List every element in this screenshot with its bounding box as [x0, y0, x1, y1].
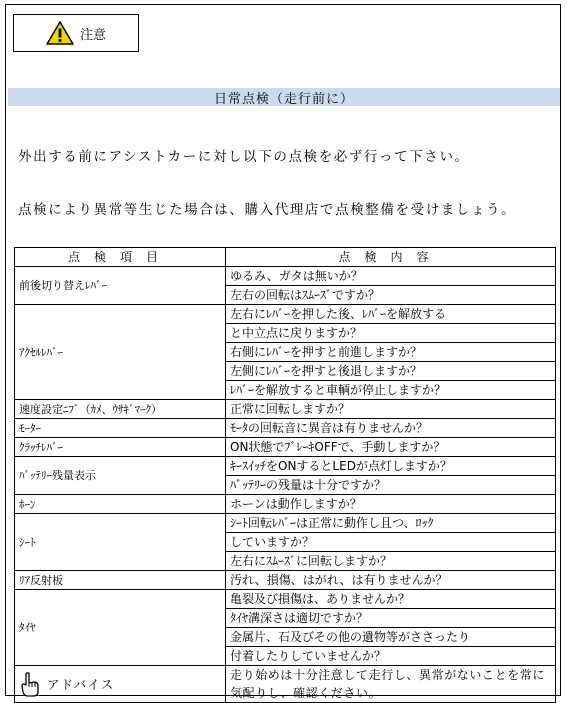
pointing-hand-icon — [19, 671, 41, 697]
table-row — [15, 400, 556, 419]
check-content-text: 左右にｽﾑｰｽﾞに回転しますか？ — [226, 552, 556, 571]
caution-label: 注意 — [79, 27, 106, 43]
check-item-label: ｱｸｾﾙﾚﾊﾞｰ — [15, 305, 226, 400]
intro-paragraph: 外出する前にアシストカーに対し以下の点検を必ず行って下さい。 — [18, 149, 470, 165]
table-row — [15, 571, 556, 590]
check-content-text: ﾊﾞｯﾃﾘｰの残量は十分ですか？ — [226, 476, 556, 495]
table-row — [15, 514, 556, 533]
check-content-text: と中立点に戻りますか？ — [226, 324, 556, 343]
warning-triangle-icon — [46, 21, 74, 45]
check-item-label: ﾊﾞｯﾃﾘｰ残量表示 — [15, 457, 226, 495]
check-content-text: 汚れ、損傷、はがれ、は有りませんか？ — [226, 571, 556, 590]
check-content-text: 金属片、石及びその他の遺物等がささったり — [226, 628, 556, 647]
table-row — [15, 267, 556, 286]
check-item-label: ﾘｱ反射板 — [15, 571, 226, 590]
inspection-table — [14, 247, 556, 703]
notice-paragraph: 点検により異常等生じた場合は、購入代理店で点検整備を受けましょう。 — [18, 202, 517, 218]
check-item-label: 前後切り替えﾚﾊﾞｰ — [15, 267, 226, 305]
check-content-text: ホーンは動作しますか？ — [226, 495, 556, 514]
header-item: 点検項目 — [15, 248, 226, 267]
caution-box — [13, 14, 139, 52]
section-title: 日常点検（走行前に） — [213, 91, 354, 107]
table-row — [15, 438, 556, 457]
check-item-label: 速度設定ﾆﾌﾞ（ｶﾒ、ｳｻｷﾞﾏｰｸ） — [15, 400, 226, 419]
check-content-text: 左側にﾚﾊﾞｰを押すと後退しますか？ — [226, 362, 556, 381]
check-content-text: ﾓｰﾀの回転音に異音は有りませんか？ — [226, 419, 556, 438]
check-content-text: していますか？ — [226, 533, 556, 552]
advice-label-cell — [15, 666, 226, 703]
advice-label-wrap — [19, 671, 221, 697]
check-content-text: 右側にﾚﾊﾞｰを押すと前進しますか？ — [226, 343, 556, 362]
advice-label: アドバイス — [47, 676, 115, 692]
check-item-label: ﾀｲﾔ — [15, 590, 226, 666]
check-item-label: ﾎｰﾝ — [15, 495, 226, 514]
check-content-text: ﾚﾊﾞｰを解放すると車輌が停止しますか？ — [226, 381, 556, 400]
check-content-text: ｼｰﾄ回転ﾚﾊﾞｰは正常に動作し且つ、ﾛｯｸ — [226, 514, 556, 533]
check-content-text: 正常に回転しますか？ — [226, 400, 556, 419]
section-title-bar — [8, 88, 560, 106]
table-row — [15, 305, 556, 324]
check-content-text: 亀裂及び損傷は、ありませんか？ — [226, 590, 556, 609]
advice-row — [15, 666, 556, 703]
header-content: 点検内容 — [226, 248, 556, 267]
check-content-text: 左右にﾚﾊﾞｰを押した後、ﾚﾊﾞｰを解放する — [226, 305, 556, 324]
check-item-label: ﾓｰﾀｰ — [15, 419, 226, 438]
check-content-text: ﾀｲﾔ溝深さは適切ですか？ — [226, 609, 556, 628]
check-content-text: ON状態でﾌﾞﾚｰｷOFFで、手動しますか？ — [226, 438, 556, 457]
table-row — [15, 419, 556, 438]
table-row — [15, 590, 556, 609]
check-item-label: ｼｰﾄ — [15, 514, 226, 571]
table-row — [15, 495, 556, 514]
advice-text: 走り始めは十分注意して走行し、異常がないことを常に気配りし、確認ください。 — [226, 666, 556, 703]
check-item-label: ｸﾗｯﾁﾚﾊﾞｰ — [15, 438, 226, 457]
table-row — [15, 457, 556, 476]
table-header-row — [15, 248, 556, 267]
check-content-text: ｷｰｽｲｯﾁをONするとLEDが点灯しますか？ — [226, 457, 556, 476]
check-content-text: 付着したりしていませんか？ — [226, 647, 556, 666]
check-content-text: ゆるみ、ガタは無いか？ — [226, 267, 556, 286]
check-content-text: 左右の回転はｽﾑｰｽﾞですか？ — [226, 286, 556, 305]
